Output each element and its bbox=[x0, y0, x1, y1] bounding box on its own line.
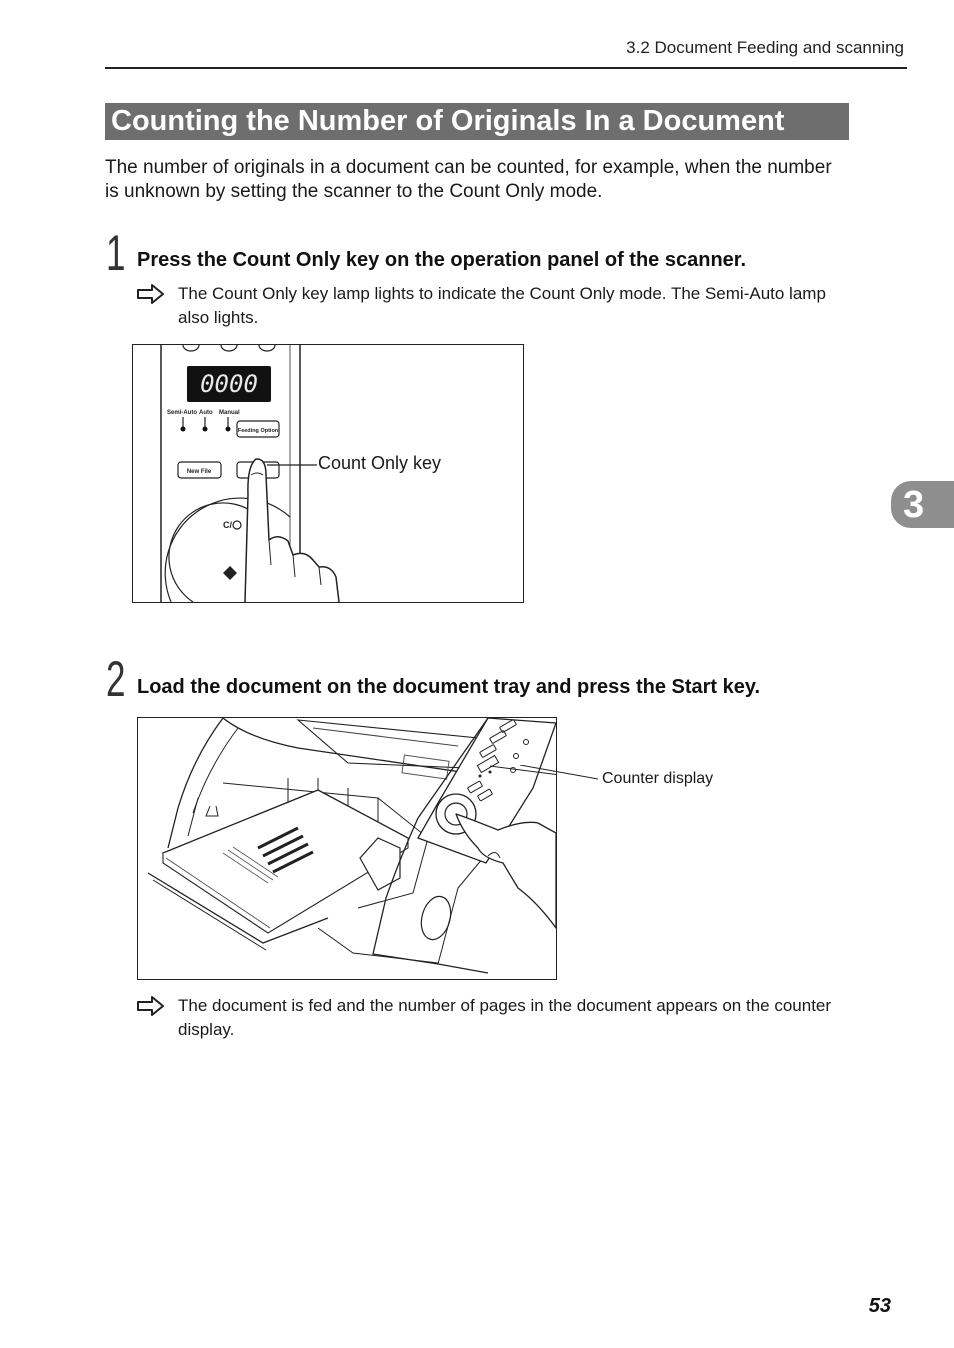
clear-stop-label: C/ bbox=[223, 520, 232, 530]
manual-label: Manual bbox=[219, 410, 240, 416]
step-1-text: Press the Count Only key on the operation panel of the scanner. bbox=[137, 249, 747, 271]
step-2-note: The document is fed and the number of pages in the document appears on the counter display. bbox=[178, 996, 832, 1039]
callout-leader-line bbox=[520, 765, 600, 785]
section-title: Counting the Number of Originals In a Document bbox=[111, 105, 785, 137]
semi-auto-label: Semi-Auto bbox=[167, 410, 197, 416]
chapter-number: 3 bbox=[903, 484, 925, 526]
scanner-figure bbox=[137, 717, 557, 980]
counter-display-callout: Counter display bbox=[602, 770, 714, 787]
counter-display-readout: 0000 bbox=[200, 370, 258, 398]
section-title-bar bbox=[105, 103, 849, 140]
new-file-label: New File bbox=[186, 469, 212, 475]
pointer-arrow-icon bbox=[136, 282, 166, 306]
intro-paragraph: The number of originals in a document can be counted, for example, when the number is unknown by setting the scanner to the Count Only mode. bbox=[105, 157, 832, 202]
page-number: 53 bbox=[868, 1295, 891, 1317]
running-header: 3.2 Document Feeding and scanning bbox=[626, 38, 904, 57]
step-1-note: The Count Only key lamp lights to indicate the Count Only mode. The Semi-Auto lamp also lights. bbox=[178, 284, 826, 327]
step-2-text: Load the document on the document tray and press the Start key. bbox=[137, 676, 761, 698]
chapter-tab bbox=[891, 481, 954, 528]
feeding-option-label: Feeding Option bbox=[237, 428, 279, 434]
header-rule bbox=[105, 67, 907, 69]
step-2-number: 2 bbox=[106, 651, 126, 707]
pointer-arrow-icon bbox=[136, 994, 166, 1018]
auto-label: Auto bbox=[199, 410, 213, 416]
count-only-key-callout: Count Only key bbox=[318, 453, 442, 473]
scanner-illustration bbox=[138, 718, 556, 979]
step-1-number: 1 bbox=[106, 225, 126, 281]
